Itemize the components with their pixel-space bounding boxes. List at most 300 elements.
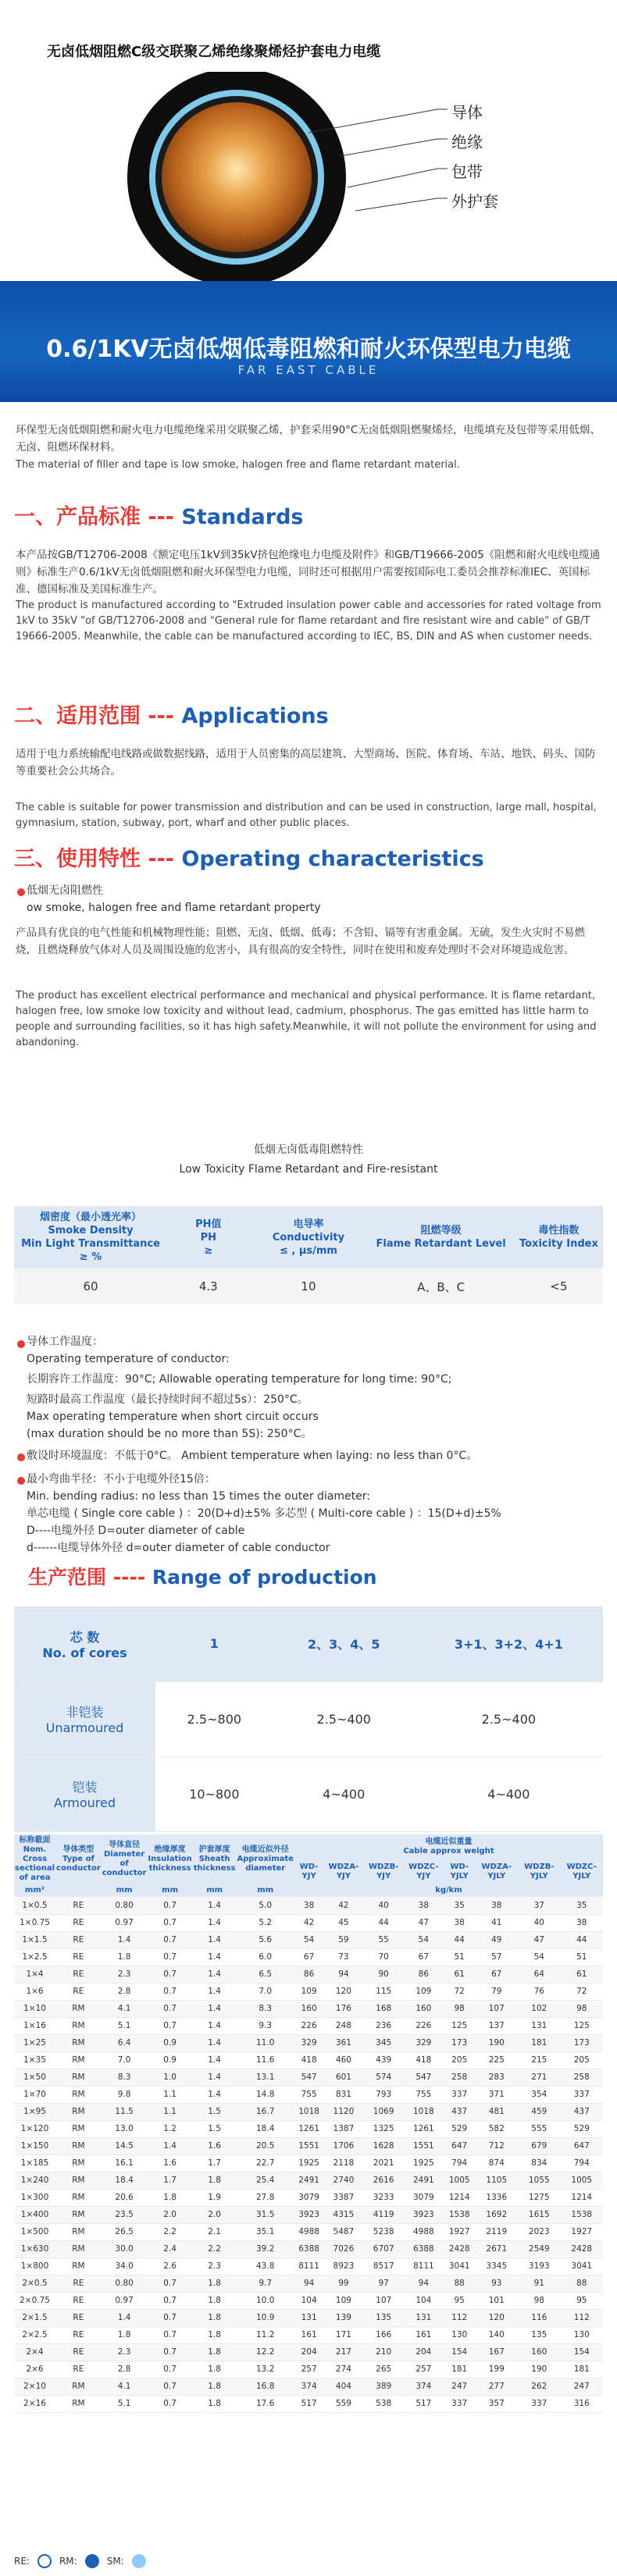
table-cell: 1.0 xyxy=(147,2069,192,2086)
table-cell: 35.1 xyxy=(236,2223,294,2240)
table-cell: 1.2 xyxy=(147,2120,192,2137)
table-cell: 14.5 xyxy=(102,2137,148,2154)
table-cell: 11.6 xyxy=(236,2051,294,2069)
table-cell: 1387 xyxy=(323,2120,363,2137)
table1-caption-cn: 低烟无卤低毒阻燃特性 xyxy=(254,1144,363,1156)
table-cell: 437 xyxy=(444,2103,476,2120)
bullet-dot xyxy=(17,1453,25,1461)
header-line: 绝缘厚度 xyxy=(154,1845,186,1854)
table-cell: 44 xyxy=(364,1914,404,1931)
table-cell: 2.3 xyxy=(102,1966,148,1983)
label-tape: 包带 xyxy=(451,162,483,181)
table-cell: 2×2.5 xyxy=(14,2326,55,2343)
table-cell: 20.6 xyxy=(102,2189,148,2206)
table-cell: 181 xyxy=(518,2034,560,2051)
table-cell: RE xyxy=(55,1931,102,1948)
table-cell: 204 xyxy=(404,2343,444,2361)
table-cell: 54 xyxy=(518,1948,560,1966)
table-row xyxy=(14,2189,603,2206)
table-cell: 517 xyxy=(294,2395,323,2412)
bending-radius-D: D----电缆外径 D=outer diameter of cable xyxy=(27,1525,245,1537)
table-header-cell: WDZC-YJY xyxy=(404,1859,444,1884)
table-cell: 205 xyxy=(561,2051,603,2069)
standards-cn: 本产品按GB/T12706-2008《额定电压1kV到35kV挤包绝缘电力电缆及附件》和GB/T19666-2005《阻燃和耐火电线电缆通则》标准生产0.6/1kV无卤低烟阻燃和耐火环保型电力电缆，同时还可根据用户需要按国际电工委员会推荐标准IEC、英国标准、德国标准及美国标准生产。 xyxy=(16,549,601,596)
table-cell: 13.1 xyxy=(236,2069,294,2086)
table-header-cell xyxy=(55,1834,102,1884)
table-cell: 43.8 xyxy=(236,2258,294,2275)
temp-short-circuit-en: Max operating temperature when short circuit occurs xyxy=(27,1411,319,1423)
table-cell: 210 xyxy=(364,2343,404,2361)
table-cell: 109 xyxy=(294,1983,323,2000)
table-cell: 5487 xyxy=(323,2223,363,2240)
table-cell: RM xyxy=(55,2103,102,2120)
table-cell: 40 xyxy=(364,1897,404,1914)
table-cell: 3233 xyxy=(364,2189,404,2206)
table-cell: 831 xyxy=(323,2086,363,2103)
table-cell: 131 xyxy=(294,2309,323,2326)
table-cell: 1.4 xyxy=(193,1897,237,1914)
header-line: 电缆近似重量 xyxy=(425,1838,473,1846)
table-row xyxy=(14,2395,603,2412)
table-cell: 57 xyxy=(475,1948,518,1966)
table-cell: 6388 xyxy=(294,2240,323,2258)
header-line: 导体类型 xyxy=(62,1845,95,1854)
table-cell: 1.7 xyxy=(147,2172,192,2189)
compact-round-conductor-icon xyxy=(85,2554,99,2568)
table-cell: 0.7 xyxy=(147,2343,192,2361)
table-row xyxy=(14,1756,603,1831)
table-cell: 547 xyxy=(404,2069,444,2086)
table-cell: 1.8 xyxy=(193,2309,237,2326)
table-cell: 2119 xyxy=(475,2223,518,2240)
table-cell: 37 xyxy=(518,1897,560,1914)
table-cell: 3041 xyxy=(561,2258,603,2275)
table-cell: 3923 xyxy=(294,2206,323,2223)
table-cell: RM xyxy=(55,2120,102,2137)
table-cell: 329 xyxy=(404,2034,444,2051)
table-cell: 4.3 xyxy=(167,1268,250,1304)
table-cell: RM xyxy=(55,2223,102,2240)
table-row xyxy=(14,1897,603,1914)
table-cell: 30.0 xyxy=(102,2240,148,2258)
table-cell: 277 xyxy=(475,2378,518,2395)
table-cell: 3041 xyxy=(444,2258,476,2275)
laying-temperature: 敷设时环境温度：不低于0°C。 Ambient temperature when laying: no less than 0°C。 xyxy=(27,1450,478,1462)
table-cell: 1×16 xyxy=(14,2017,55,2034)
table-cell: 60 xyxy=(14,1268,167,1304)
table-cell: RE xyxy=(55,2309,102,2326)
table-cell: 1.8 xyxy=(193,2172,237,2189)
table-cell: 190 xyxy=(518,2361,560,2378)
label-outer-sheath: 外护套 xyxy=(451,192,498,211)
table-cell: 22.7 xyxy=(236,2154,294,2172)
table-row xyxy=(14,2103,603,2120)
table-row xyxy=(14,1268,603,1304)
table-cell: 1.8 xyxy=(102,2326,148,2343)
table-header-cell xyxy=(14,1834,55,1884)
table-cell: 5238 xyxy=(364,2223,404,2240)
unit-cell: mm² xyxy=(14,1884,55,1897)
table-cell: 135 xyxy=(364,2309,404,2326)
table-cell: 755 xyxy=(404,2086,444,2103)
table-cell: 0.7 xyxy=(147,1914,192,1931)
table-cell: 6707 xyxy=(364,2240,404,2258)
table-cell: 559 xyxy=(323,2395,363,2412)
table-cell: 0.7 xyxy=(147,2378,192,2395)
table-cell: 47 xyxy=(404,1914,444,1931)
table-cell: 1×500 xyxy=(14,2223,55,2240)
table-cell: 7026 xyxy=(323,2240,363,2258)
table-cell: 1.4 xyxy=(193,2017,237,2034)
table-cell: 247 xyxy=(561,2378,603,2395)
table-cell: 0.7 xyxy=(147,2309,192,2326)
table-cell: RE xyxy=(55,2343,102,2361)
section-standards-heading-cn: 一、产品标准 --- xyxy=(14,505,182,529)
table-cell: 215 xyxy=(518,2051,560,2069)
section-applications-heading xyxy=(14,699,329,729)
table-cell: 1.4 xyxy=(193,1931,237,1948)
table-cell: 51 xyxy=(444,1948,476,1966)
table-cell: 190 xyxy=(475,2034,518,2051)
table-cell: 18.4 xyxy=(236,2120,294,2137)
table-header-cell xyxy=(167,1206,250,1268)
table-cell: 93 xyxy=(475,2275,518,2292)
table-cell: 2.2 xyxy=(193,2240,237,2258)
temp-short-circuit-en-2: (max duration should be no more than 5S): 250°C。 xyxy=(27,1428,312,1440)
table-cell: 160 xyxy=(294,2000,323,2017)
table-cell: 6.5 xyxy=(236,1966,294,1983)
table-cell: 102 xyxy=(518,2000,560,2017)
table-cell: 555 xyxy=(518,2120,560,2137)
production-heading-cn: 生产范围 ---- xyxy=(28,1566,152,1589)
table-cell: 139 xyxy=(323,2309,363,2326)
section-operating-heading-en: Operating characteristics xyxy=(181,847,484,871)
unit-cell: mm xyxy=(102,1884,148,1897)
table-cell: 4~400 xyxy=(415,1756,603,1831)
table-cell: 120 xyxy=(323,1983,363,2000)
table-cell: 1615 xyxy=(518,2206,560,2223)
table-cell: 72 xyxy=(444,1983,476,2000)
table-cell: 345 xyxy=(364,2034,404,2051)
table-cell: 135 xyxy=(518,2326,560,2343)
property-heading-en: ow smoke, halogen free and flame retardant property xyxy=(27,902,321,914)
table-header-cell xyxy=(14,1206,167,1268)
table-cell: 90 xyxy=(364,1966,404,1983)
table-cell: 529 xyxy=(561,2120,603,2137)
table-header-cell: WDZB-YJLY xyxy=(518,1859,560,1884)
intro-en: The material of filler and tape is low smoke, halogen free and flame retardant material. xyxy=(16,459,460,471)
table-cell: 67 xyxy=(294,1948,323,1966)
table-cell: 1.8 xyxy=(147,2189,192,2206)
table-cell: 38 xyxy=(475,1897,518,1914)
table-cell: 582 xyxy=(475,2120,518,2137)
table-cell: 1214 xyxy=(561,2189,603,2206)
leader-lines xyxy=(0,0,617,281)
section-operating-heading-cn: 三、使用特性 --- xyxy=(14,847,182,871)
table-cell: 2.1 xyxy=(193,2223,237,2240)
table-cell: 4~400 xyxy=(273,1756,415,1831)
table-cell: 374 xyxy=(404,2378,444,2395)
temp-short-circuit-cn: 短路时最高工作温度（最长持续时间不超过5s）：250°C。 xyxy=(27,1393,308,1406)
bending-radius-values: 单芯电缆 ( Single core cable ) ：20(D+d)±5% 多芯型 ( Multi-core cable ) ：15(D+d)±5% xyxy=(27,1507,501,1520)
table-header-cell xyxy=(515,1206,603,1268)
table-cell: 2.5~400 xyxy=(415,1681,603,1756)
table-cell: 131 xyxy=(404,2309,444,2326)
table-cell: 97 xyxy=(364,2275,404,2292)
table-cell: 25.4 xyxy=(236,2172,294,2189)
table-cell: 47 xyxy=(518,1931,560,1948)
table-row xyxy=(14,2034,603,2051)
header-line: Toxicity Index xyxy=(519,1238,598,1250)
table-cell: 5.6 xyxy=(236,1931,294,1948)
table-cell: 35 xyxy=(561,1897,603,1914)
table1-caption-en: Low Toxicity Flame Retardant and Fire-resistant xyxy=(179,1163,438,1176)
table-cell: 1551 xyxy=(404,2137,444,2154)
table-cell: 171 xyxy=(323,2326,363,2343)
standards-en: The product is manufactured according to "Extruded insulation power cable and accessories for rated voltage from 1kV to 35kV "of GB/T12706-2008 and "General rule for flame retardant and fire resistant wire and cable" of GB/T 19666-2005. Meanwhile, the cable can be manufactured according to IEC, BS, DIN and AS when customer needs. xyxy=(16,600,601,642)
header-line: 电缆近似外径 xyxy=(241,1845,289,1854)
operating-cn: 产品具有优良的电气性能和机械物理性能；阻燃、无卤、低烟、低毒；不含铅、镉等有害重金属。无硫，发生火灾时不易燃烧，且燃烧释放气体对人员及周围设施的危害小，具有很高的安全特性，同时在使用和废弃处理时不会对环境造成危害。 xyxy=(16,927,585,956)
header-line: PH值 xyxy=(195,1218,222,1230)
table-cell: RE xyxy=(55,2292,102,2309)
table-cell: 371 xyxy=(475,2086,518,2103)
table-cell: 1.5 xyxy=(193,2103,237,2120)
table-cell: 86 xyxy=(404,1966,444,1983)
table-cell: 54 xyxy=(294,1931,323,1948)
header-line: Sheath thickness xyxy=(193,1855,236,1873)
table-cell: 167 xyxy=(475,2343,518,2361)
table-cell: 112 xyxy=(444,2309,476,2326)
table-row xyxy=(14,2258,603,2275)
table-cell: 20.5 xyxy=(236,2137,294,2154)
table-cell: 0.9 xyxy=(147,2051,192,2069)
table-cell: RM xyxy=(55,2240,102,2258)
table-cell: 67 xyxy=(404,1948,444,1966)
table-cell: 2428 xyxy=(444,2240,476,2258)
table-cell: 1105 xyxy=(475,2172,518,2189)
header-line: 护套厚度 xyxy=(198,1845,230,1854)
header-line: Approximate diameter xyxy=(237,1855,294,1873)
table-cell: 1×240 xyxy=(14,2172,55,2189)
table-cell: 1.4 xyxy=(193,2034,237,2051)
table-cell: 1×400 xyxy=(14,2206,55,2223)
table-cell: 236 xyxy=(364,2017,404,2034)
table-cell: RM xyxy=(55,2051,102,2069)
table-cell: 11.5 xyxy=(102,2103,148,2120)
table-cell: 94 xyxy=(294,2275,323,2292)
table-cell: 67 xyxy=(475,1966,518,1983)
table-cell: 1275 xyxy=(518,2189,560,2206)
table-cell: 1.1 xyxy=(147,2103,192,2120)
table-cell: 1018 xyxy=(294,2103,323,2120)
table-row xyxy=(14,2326,603,2343)
table-cell: 2.5~400 xyxy=(273,1681,415,1756)
table-header-cell xyxy=(102,1834,148,1884)
table-cell: 1×2.5 xyxy=(14,1948,55,1966)
header-line: Conductivity xyxy=(272,1231,345,1244)
header-line: PH xyxy=(200,1231,217,1244)
table-cell: 7.0 xyxy=(102,2051,148,2069)
table-cell: 2×0.5 xyxy=(14,2275,55,2292)
table-row xyxy=(14,2120,603,2137)
table-cell: 274 xyxy=(323,2361,363,2378)
table-cell: 8111 xyxy=(294,2258,323,2275)
table-cell: 98 xyxy=(444,2000,476,2017)
table-cell: 834 xyxy=(518,2154,560,2172)
table-cell: RM xyxy=(55,2137,102,2154)
table-cell: 199 xyxy=(475,2361,518,2378)
table-cell: 2.0 xyxy=(147,2206,192,2223)
table-cell: 140 xyxy=(475,2326,518,2343)
table-row xyxy=(14,1681,603,1756)
round-conductor-icon xyxy=(37,2554,52,2568)
table-header-cell xyxy=(193,1834,237,1884)
table-cell: 1005 xyxy=(561,2172,603,2189)
table-header-cell: 2、3、4、5 xyxy=(273,1606,415,1681)
table-row xyxy=(14,1931,603,1948)
table-cell: 9.7 xyxy=(236,2275,294,2292)
table-cell: <5 xyxy=(515,1268,603,1304)
table-cell: 1069 xyxy=(364,2103,404,2120)
table-cell: 2023 xyxy=(518,2223,560,2240)
table-cell: 160 xyxy=(518,2343,560,2361)
table-cell: 2.4 xyxy=(147,2240,192,2258)
table-row xyxy=(14,2051,603,2069)
table-cell: 459 xyxy=(518,2103,560,2120)
table-header-row xyxy=(14,1606,603,1681)
table-header-cell: 3+1、3+2、4+1 xyxy=(415,1606,603,1681)
table-cell: 1336 xyxy=(475,2189,518,2206)
table-cell: 176 xyxy=(323,2000,363,2017)
table-cell: 0.7 xyxy=(147,1948,192,1966)
table-cell: 258 xyxy=(444,2069,476,2086)
table-cell: 1.4 xyxy=(147,2137,192,2154)
table-cell: 38 xyxy=(294,1897,323,1914)
table-cell: 131 xyxy=(518,2017,560,2034)
table-cell: 4988 xyxy=(404,2223,444,2240)
table-cell: 181 xyxy=(444,2361,476,2378)
header-line: 芯 数 xyxy=(70,1629,100,1645)
table-cell: 1120 xyxy=(323,2103,363,2120)
table-cell: 1706 xyxy=(323,2137,363,2154)
table-cell: 61 xyxy=(561,1966,603,1983)
table-row xyxy=(14,1966,603,1983)
header-line: Min Light Transmittance xyxy=(21,1238,160,1250)
header-line: Cable approx weight xyxy=(403,1847,494,1856)
table-cell: 316 xyxy=(561,2395,603,2412)
table-cell: 1.8 xyxy=(193,2361,237,2378)
table-cell: 3387 xyxy=(323,2189,363,2206)
table-cell: 35 xyxy=(444,1897,476,1914)
applications-cn: 适用于电力系统输配电线路或做数据线路，适用于人员密集的高层建筑、大型商场、医院、体育场、车站、地铁、码头、国防等重要社会公共场合。 xyxy=(16,748,596,777)
table-cell: RM xyxy=(55,2206,102,2223)
table-header-cell: 1 xyxy=(155,1606,273,1681)
applications-en: The cable is suitable for power transmission and distribution and can be used in construction, large mall, hospital, gymnasium, station, subway, port, wharf and other public places. xyxy=(16,802,597,829)
table-cell: RM xyxy=(55,2017,102,2034)
table-cell: 8923 xyxy=(323,2258,363,2275)
table-cell: 1925 xyxy=(294,2154,323,2172)
table-cell: 154 xyxy=(561,2343,603,2361)
table-row xyxy=(14,2240,603,2258)
table-cell: RE xyxy=(55,1948,102,1966)
table-cell: 0.7 xyxy=(147,2326,192,2343)
temp-heading-en: Operating temperature of conductor: xyxy=(27,1353,230,1365)
table-cell: 2118 xyxy=(323,2154,363,2172)
table-cell: 257 xyxy=(294,2361,323,2378)
row-label-cn: 铠装 xyxy=(72,1780,98,1795)
table-cell: 76 xyxy=(518,1983,560,2000)
table-cell: 7.0 xyxy=(236,1983,294,2000)
table-cell: 115 xyxy=(364,1983,404,2000)
table-cell: 1.4 xyxy=(193,1983,237,2000)
table-cell: RM xyxy=(55,2378,102,2395)
table-cell: 2428 xyxy=(561,2240,603,2258)
table-cell: 13.0 xyxy=(102,2120,148,2137)
table-cell: 389 xyxy=(364,2378,404,2395)
spec-table-body xyxy=(14,1897,603,2412)
intro-cn: 环保型无卤低烟阻燃和耐火电力电缆绝缘采用交联聚乙烯，护套采用90°C无卤低烟阻燃聚烯烃，电缆填充及包带等采用低烟、无卤、阻燃环保材料。 xyxy=(16,424,601,454)
table-cell: 361 xyxy=(323,2034,363,2051)
table-cell: 271 xyxy=(518,2069,560,2086)
legend-rm-label: RM: xyxy=(59,2556,77,2567)
table-header-cell: WD-YJY xyxy=(294,1859,323,1884)
table-header-row xyxy=(14,1206,603,1268)
table-cell: 160 xyxy=(404,2000,444,2017)
table-cell: 601 xyxy=(323,2069,363,2086)
table-cell: 1927 xyxy=(561,2223,603,2240)
table-cell: 23.5 xyxy=(102,2206,148,2223)
table-cell: 1×25 xyxy=(14,2034,55,2051)
table-cell: 755 xyxy=(294,2086,323,2103)
table-cell: 2491 xyxy=(404,2172,444,2189)
table-cell: 0.7 xyxy=(147,2000,192,2017)
table-cell: 1.8 xyxy=(193,2292,237,2309)
table-header-cell xyxy=(294,1834,603,1859)
section-standards-heading-en: Standards xyxy=(181,505,304,529)
table-cell: 2.8 xyxy=(102,2361,148,2378)
table-cell: 181 xyxy=(561,2361,603,2378)
table-cell: 1.4 xyxy=(193,1914,237,1931)
label-conductor: 导体 xyxy=(451,103,483,122)
table-cell: 2×1.5 xyxy=(14,2309,55,2326)
table-cell: 1.4 xyxy=(193,2069,237,2086)
table-cell: 125 xyxy=(444,2017,476,2034)
table-cell: 107 xyxy=(475,2000,518,2017)
table-cell: 262 xyxy=(518,2378,560,2395)
table-cell: 1214 xyxy=(444,2189,476,2206)
table-cell: 2.3 xyxy=(102,2343,148,2361)
page-title: 无卤低烟阻燃C级交联聚乙烯绝缘聚烯烃护套电力电缆 xyxy=(47,44,381,60)
table-cell: RE xyxy=(55,2275,102,2292)
table-cell: 1.4 xyxy=(102,1931,148,1948)
table-row xyxy=(14,2223,603,2240)
table-cell: 0.80 xyxy=(102,1897,148,1914)
table-cell: 41 xyxy=(475,1914,518,1931)
table-cell: 166 xyxy=(364,2326,404,2343)
table-cell: 1×120 xyxy=(14,2120,55,2137)
table-row xyxy=(14,2069,603,2086)
table-cell: 1×800 xyxy=(14,2258,55,2275)
table-row xyxy=(14,2343,603,2361)
header-line: ≤ , μs/mm xyxy=(279,1244,337,1257)
table-cell: 1261 xyxy=(294,2120,323,2137)
header-line: No. of cores xyxy=(42,1645,127,1660)
table-cell: 1.8 xyxy=(193,2343,237,2361)
table-cell: 173 xyxy=(561,2034,603,2051)
table-cell: 13.2 xyxy=(236,2361,294,2378)
banner-subtitle: FAR EAST CABLE xyxy=(237,363,380,377)
row-label-cn: 非铠装 xyxy=(66,1705,104,1720)
